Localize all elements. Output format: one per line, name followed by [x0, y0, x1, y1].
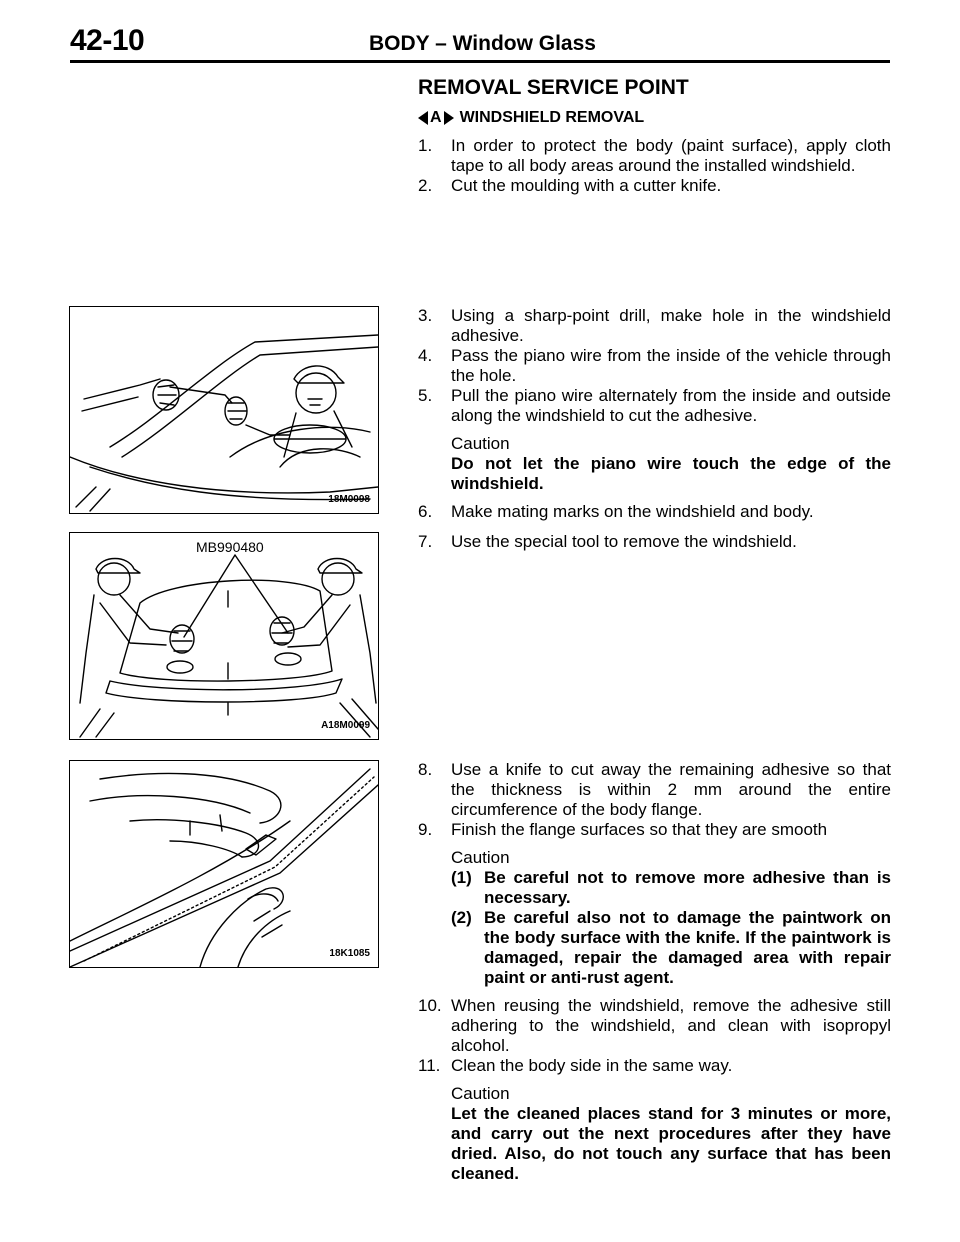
caution-title: Caution [451, 1084, 510, 1103]
step-number: 6. [418, 502, 433, 521]
step-text: When reusing the windshield, remove the adhesive still adhering to the windshield, and clean with isopropyl alcohol. [451, 996, 891, 1055]
step-number: 7. [418, 532, 433, 551]
step-5 [418, 386, 891, 426]
step-number: 8. [418, 760, 433, 779]
figure-code: A18M0099 [321, 720, 370, 731]
step-3 [418, 306, 891, 346]
step-2 [418, 176, 891, 196]
step-text: Using a sharp-point drill, make hole in the windshield adhesive. [451, 306, 891, 345]
caution-body: Let the cleaned places stand for 3 minutes or more, and carry out the next procedures after they have dried. Also, do not touch any surface that has been cleaned. [451, 1104, 891, 1183]
caution-item-1 [451, 868, 891, 908]
caution-item-text: Be careful not to remove more adhesive than is necessary. [484, 868, 891, 907]
marker-a [418, 108, 454, 128]
step-text: Use a knife to cut away the remaining adhesive so that the thickness is within 2 mm around the entire circumference of the body flange. [451, 760, 891, 819]
marker-letter: A [430, 109, 442, 126]
figure-code: 18M0098 [328, 494, 370, 505]
page-number: 42-10 [70, 24, 145, 57]
caution-item-text: Be careful also not to damage the paintwork on the body surface with the knife. If the paintwork is damaged, repair the damaged area with repair paint or anti-rust agent. [484, 908, 891, 987]
step-text: Clean the body side in the same way. [451, 1056, 733, 1075]
section-heading: REMOVAL SERVICE POINT [418, 76, 689, 99]
special-tool-illustration [70, 533, 378, 739]
caution-item-number: (1) [451, 868, 472, 887]
section-wire [418, 306, 891, 522]
section-adhesive [418, 760, 891, 1192]
page-title: BODY – Window Glass [369, 32, 596, 55]
step-text: Cut the moulding with a cutter knife. [451, 176, 722, 195]
figure-code: 18K1085 [329, 948, 370, 959]
step-4 [418, 346, 891, 386]
step-11 [418, 1056, 891, 1076]
step-number: 5. [418, 386, 433, 405]
step-number: 1. [418, 136, 433, 155]
figure-piano-wire [69, 306, 379, 514]
step-text: Finish the flange surfaces so that they are smooth [451, 820, 828, 839]
step-text: Pass the piano wire from the inside of the vehicle through the hole. [451, 346, 891, 385]
step-number: 3. [418, 306, 433, 325]
caution-body: Do not let the piano wire touch the edge of the windshield. [451, 454, 891, 493]
sub-heading [418, 108, 891, 128]
cut-adhesive-illustration [70, 761, 378, 967]
windshield-wire-illustration [70, 307, 378, 513]
step-9 [418, 820, 891, 840]
step-10 [418, 996, 891, 1056]
step-6 [418, 502, 891, 522]
caution-3 [418, 1084, 891, 1184]
step-number: 10. [418, 996, 442, 1015]
step-number: 2. [418, 176, 433, 195]
header-rule [70, 60, 890, 63]
section-tool [418, 532, 891, 552]
step-7 [418, 532, 891, 552]
caution-2 [418, 848, 891, 988]
step-text: Pull the piano wire alternately from the inside and outside along the windshield to cut the adhesive. [451, 386, 891, 425]
step-8 [418, 760, 891, 820]
step-text: Make mating marks on the windshield and body. [451, 502, 814, 521]
step-number: 11. [418, 1056, 441, 1075]
step-text: In order to protect the body (paint surface), apply cloth tape to all body areas around the installed windshield. [451, 136, 891, 175]
step-text: Use the special tool to remove the windshield. [451, 532, 797, 551]
step-number: 4. [418, 346, 433, 365]
caution-item-2 [451, 908, 891, 988]
step-1 [418, 136, 891, 176]
caution-1 [418, 434, 891, 494]
caution-item-number: (2) [451, 908, 472, 927]
caution-title: Caution [451, 434, 510, 453]
triangle-left-icon [418, 111, 428, 125]
figure-cut-adhesive [69, 760, 379, 968]
sub-heading-text: WINDSHIELD REMOVAL [459, 109, 645, 126]
figure-special-tool [69, 532, 379, 740]
caution-title: Caution [451, 848, 510, 867]
step-number: 9. [418, 820, 433, 839]
page-header [0, 0, 960, 66]
tool-label: MB990480 [196, 539, 264, 555]
section-intro [418, 78, 891, 196]
triangle-right-icon [444, 111, 454, 125]
